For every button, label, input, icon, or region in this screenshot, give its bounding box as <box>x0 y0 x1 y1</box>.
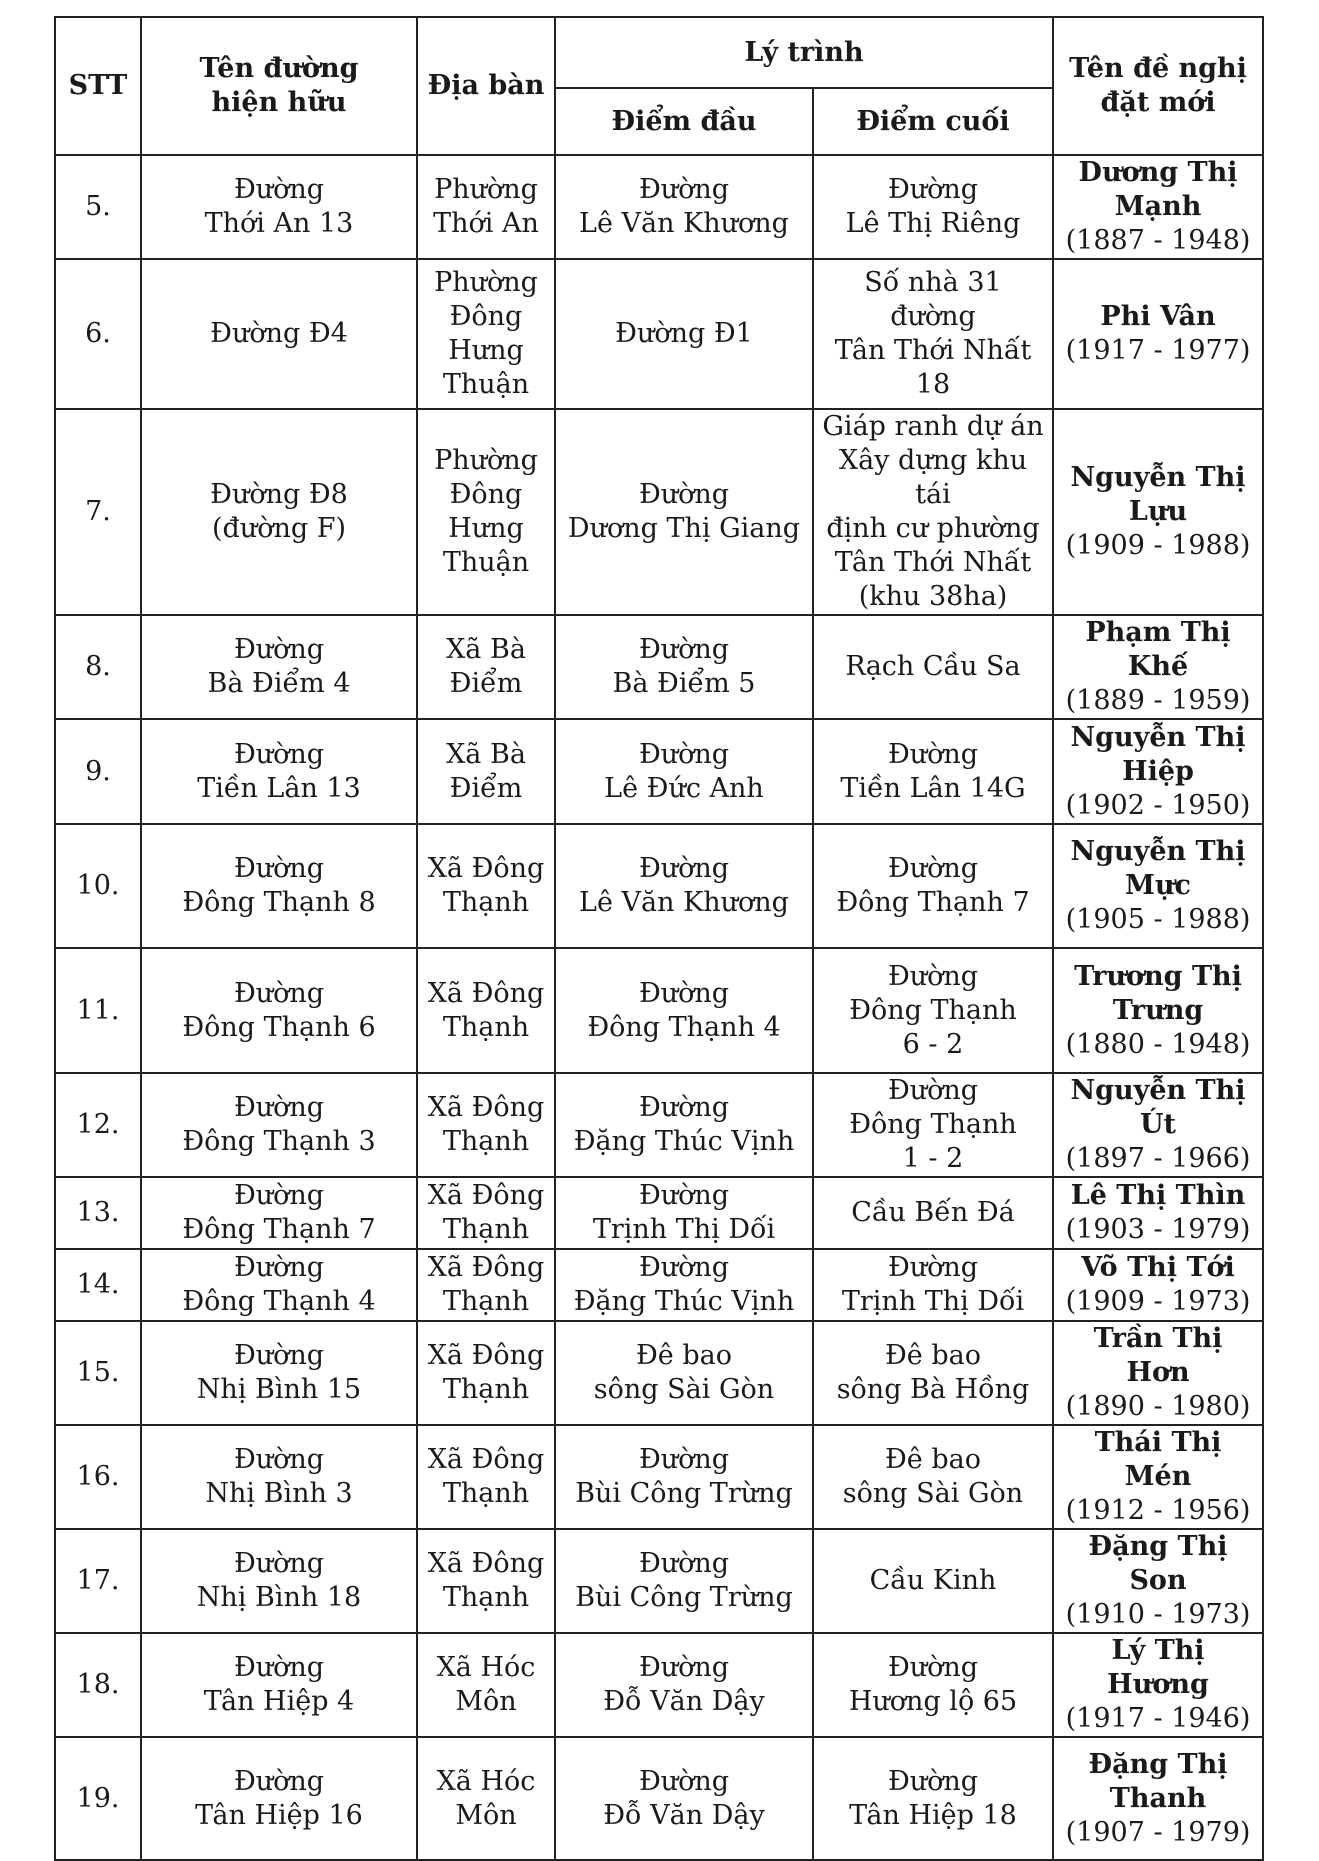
cell-stt: 15. <box>55 1321 141 1425</box>
years-label: (1905 - 1988) <box>1065 904 1251 935</box>
cell-area: Xã Hóc Môn <box>417 1633 555 1737</box>
cell-start-point: Đường Lê Văn Khương <box>555 155 813 259</box>
header-route: Lý trình <box>555 17 1053 88</box>
cell-stt: 6. <box>55 259 141 409</box>
cell-current-name: Đường Tân Hiệp 16 <box>141 1737 417 1860</box>
cell-stt: 11. <box>55 948 141 1073</box>
cell-end-point: Đê bao sông Sài Gòn <box>813 1425 1053 1529</box>
cell-end-point: Đường Tân Hiệp 18 <box>813 1737 1053 1860</box>
years-label: (1909 - 1988) <box>1065 530 1251 561</box>
cell-area: Xã Bà Điểm <box>417 719 555 824</box>
cell-proposed-name: Nguyễn Thị Mực (1905 - 1988) <box>1053 824 1263 948</box>
cell-start-point: Đường Đặng Thúc Vịnh <box>555 1073 813 1177</box>
years-label: (1909 - 1973) <box>1065 1286 1251 1317</box>
cell-current-name: Đường Nhị Bình 18 <box>141 1529 417 1633</box>
cell-current-name: Đường Đông Thạnh 4 <box>141 1249 417 1321</box>
years-label: (1912 - 1956) <box>1065 1495 1251 1526</box>
cell-proposed-name: Lê Thị Thìn (1903 - 1979) <box>1053 1177 1263 1249</box>
cell-stt: 18. <box>55 1633 141 1737</box>
cell-end-point: Đường Đông Thạnh 7 <box>813 824 1053 948</box>
table-row <box>55 1737 1263 1860</box>
cell-start-point: Đường Lê Văn Khương <box>555 824 813 948</box>
table-row <box>55 1633 1263 1737</box>
cell-area: Xã Đông Thạnh <box>417 948 555 1073</box>
table-row <box>55 259 1263 409</box>
header-end-point: Điểm cuối <box>813 88 1053 155</box>
cell-area: Xã Đông Thạnh <box>417 1425 555 1529</box>
cell-area: Xã Đông Thạnh <box>417 1249 555 1321</box>
cell-stt: 12. <box>55 1073 141 1177</box>
years-label: (1917 - 1977) <box>1065 335 1251 366</box>
header-current-name: Tên đường hiện hữu <box>141 17 417 155</box>
cell-stt: 16. <box>55 1425 141 1529</box>
cell-area: Phường Đông Hưng Thuận <box>417 409 555 615</box>
cell-proposed-name: Đặng Thị Thanh (1907 - 1979) <box>1053 1737 1263 1860</box>
cell-start-point: Đường Bùi Công Trừng <box>555 1529 813 1633</box>
table-row <box>55 1321 1263 1425</box>
cell-current-name: Đường Bà Điểm 4 <box>141 615 417 719</box>
header-stt: STT <box>55 17 141 155</box>
header-area: Địa bàn <box>417 17 555 155</box>
cell-end-point: Cầu Kinh <box>813 1529 1053 1633</box>
cell-current-name: Đường Đ4 <box>141 259 417 409</box>
table-row <box>55 824 1263 948</box>
cell-end-point: Đường Lê Thị Riêng <box>813 155 1053 259</box>
cell-end-point: Đường Hương lộ 65 <box>813 1633 1053 1737</box>
cell-stt: 5. <box>55 155 141 259</box>
table-row <box>55 1249 1263 1321</box>
years-label: (1910 - 1973) <box>1065 1599 1251 1630</box>
cell-stt: 19. <box>55 1737 141 1860</box>
cell-proposed-name: Nguyễn Thị Lựu (1909 - 1988) <box>1053 409 1263 615</box>
table-row <box>55 409 1263 615</box>
cell-proposed-name: Dương Thị Mạnh (1887 - 1948) <box>1053 155 1263 259</box>
cell-start-point: Đường Đỗ Văn Dậy <box>555 1633 813 1737</box>
cell-area: Xã Đông Thạnh <box>417 824 555 948</box>
cell-area: Xã Bà Điểm <box>417 615 555 719</box>
cell-end-point: Số nhà 31 đường Tân Thới Nhất 18 <box>813 259 1053 409</box>
cell-current-name: Đường Tiền Lân 13 <box>141 719 417 824</box>
table-body <box>55 155 1263 1860</box>
table-row <box>55 1177 1263 1249</box>
cell-start-point: Đường Bà Điểm 5 <box>555 615 813 719</box>
cell-end-point: Đê bao sông Bà Hồng <box>813 1321 1053 1425</box>
cell-start-point: Đường Trịnh Thị Dối <box>555 1177 813 1249</box>
years-label: (1889 - 1959) <box>1065 685 1251 716</box>
table-row <box>55 948 1263 1073</box>
years-label: (1880 - 1948) <box>1065 1028 1251 1060</box>
cell-stt: 13. <box>55 1177 141 1249</box>
cell-start-point: Đường Đặng Thúc Vịnh <box>555 1249 813 1321</box>
cell-proposed-name: Nguyễn Thị Út (1897 - 1966) <box>1053 1073 1263 1177</box>
cell-current-name: Đường Nhị Bình 3 <box>141 1425 417 1529</box>
cell-end-point: Đường Đông Thạnh 1 - 2 <box>813 1073 1053 1177</box>
cell-start-point: Đê bao sông Sài Gòn <box>555 1321 813 1425</box>
table-row <box>55 1073 1263 1177</box>
cell-proposed-name: Trương Thị Trưng (1880 - 1948) <box>1053 948 1263 1073</box>
cell-area: Xã Hóc Môn <box>417 1737 555 1860</box>
table-row <box>55 1529 1263 1633</box>
years-label: (1887 - 1948) <box>1065 225 1251 256</box>
cell-current-name: Đường Đông Thạnh 3 <box>141 1073 417 1177</box>
years-label: (1897 - 1966) <box>1065 1143 1251 1174</box>
cell-current-name: Đường Nhị Bình 15 <box>141 1321 417 1425</box>
cell-area: Phường Thới An <box>417 155 555 259</box>
years-label: (1903 - 1979) <box>1065 1214 1251 1245</box>
cell-start-point: Đường Dương Thị Giang <box>555 409 813 615</box>
cell-end-point: Giáp ranh dự án Xây dựng khu tái định cư phường Tân Thới Nhất (khu 38ha) <box>813 409 1053 615</box>
cell-stt: 17. <box>55 1529 141 1633</box>
cell-proposed-name: Trần Thị Hơn (1890 - 1980) <box>1053 1321 1263 1425</box>
cell-current-name: Đường Đông Thạnh 6 <box>141 948 417 1073</box>
cell-end-point: Cầu Bến Đá <box>813 1177 1053 1249</box>
cell-proposed-name: Thái Thị Mén (1912 - 1956) <box>1053 1425 1263 1529</box>
cell-proposed-name: Lý Thị Hương (1917 - 1946) <box>1053 1633 1263 1737</box>
cell-start-point: Đường Đ1 <box>555 259 813 409</box>
cell-area: Xã Đông Thạnh <box>417 1073 555 1177</box>
cell-proposed-name: Phi Vân (1917 - 1977) <box>1053 259 1263 409</box>
years-label: (1902 - 1950) <box>1065 789 1251 821</box>
cell-stt: 14. <box>55 1249 141 1321</box>
header-proposed-name: Tên đề nghị đặt mới <box>1053 17 1263 155</box>
years-label: (1907 - 1979) <box>1065 1816 1251 1848</box>
cell-proposed-name: Nguyễn Thị Hiệp (1902 - 1950) <box>1053 719 1263 824</box>
cell-current-name: Đường Tân Hiệp 4 <box>141 1633 417 1737</box>
table-row <box>55 615 1263 719</box>
years-label: (1890 - 1980) <box>1065 1391 1251 1422</box>
cell-stt: 10. <box>55 824 141 948</box>
table-row <box>55 1425 1263 1529</box>
cell-stt: 9. <box>55 719 141 824</box>
cell-start-point: Đường Đỗ Văn Dậy <box>555 1737 813 1860</box>
cell-end-point: Đường Tiền Lân 14G <box>813 719 1053 824</box>
cell-current-name: Đường Đông Thạnh 7 <box>141 1177 417 1249</box>
table-row <box>55 719 1263 824</box>
cell-current-name: Đường Thới An 13 <box>141 155 417 259</box>
cell-area: Xã Đông Thạnh <box>417 1529 555 1633</box>
cell-proposed-name: Võ Thị Tới (1909 - 1973) <box>1053 1249 1263 1321</box>
cell-current-name: Đường Đ8 (đường F) <box>141 409 417 615</box>
cell-end-point: Rạch Cầu Sa <box>813 615 1053 719</box>
cell-start-point: Đường Bùi Công Trừng <box>555 1425 813 1529</box>
cell-area: Xã Đông Thạnh <box>417 1177 555 1249</box>
cell-start-point: Đường Đông Thạnh 4 <box>555 948 813 1073</box>
cell-current-name: Đường Đông Thạnh 8 <box>141 824 417 948</box>
cell-area: Xã Đông Thạnh <box>417 1321 555 1425</box>
header-start-point: Điểm đầu <box>555 88 813 155</box>
cell-stt: 7. <box>55 409 141 615</box>
years-label: (1917 - 1946) <box>1065 1703 1251 1734</box>
table-row <box>55 155 1263 259</box>
cell-area: Phường Đông Hưng Thuận <box>417 259 555 409</box>
cell-end-point: Đường Đông Thạnh 6 - 2 <box>813 948 1053 1073</box>
street-naming-table <box>54 16 1264 1861</box>
cell-stt: 8. <box>55 615 141 719</box>
cell-end-point: Đường Trịnh Thị Dối <box>813 1249 1053 1321</box>
cell-proposed-name: Đặng Thị Son (1910 - 1973) <box>1053 1529 1263 1633</box>
cell-proposed-name: Phạm Thị Khế (1889 - 1959) <box>1053 615 1263 719</box>
cell-start-point: Đường Lê Đức Anh <box>555 719 813 824</box>
